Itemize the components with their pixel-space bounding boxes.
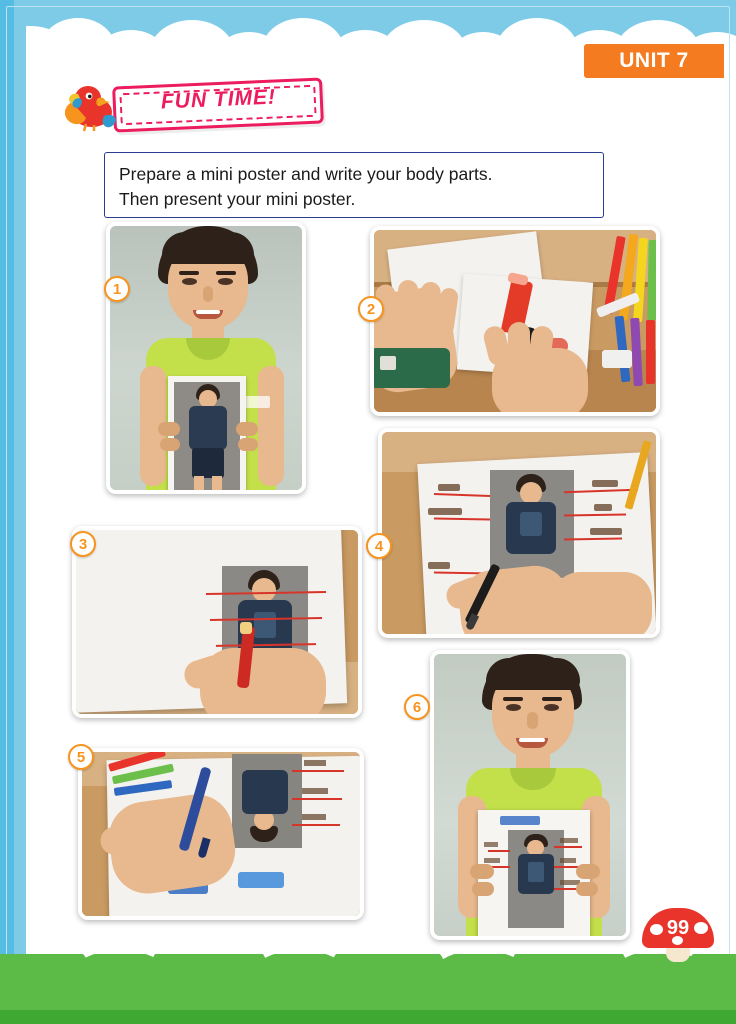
step-number-4-label: 4 (374, 537, 384, 555)
instruction-line-1: Prepare a mini poster and write your body parts. (119, 164, 493, 184)
step-number-1-label: 1 (112, 280, 122, 298)
left-decorative-strip (0, 0, 26, 1024)
unit-tab (584, 44, 724, 78)
step-photo-2 (370, 226, 660, 416)
step-number-6-label: 6 (412, 698, 422, 716)
step-number-3 (70, 531, 96, 557)
step-number-6 (404, 694, 430, 720)
step-photo-6 (430, 650, 630, 940)
fun-time-banner (58, 78, 328, 134)
fun-time-label: FUN TIME! (160, 85, 277, 114)
parrot-icon (58, 82, 128, 132)
grass-background (0, 954, 736, 1024)
page-number-badge (642, 908, 714, 966)
step-number-1 (104, 276, 130, 302)
step-number-2-label: 2 (366, 300, 376, 318)
step-number-5 (68, 744, 94, 770)
instruction-box (104, 152, 604, 218)
step-number-4 (366, 533, 392, 559)
step-number-3-label: 3 (78, 535, 88, 553)
step-number-5-label: 5 (76, 748, 86, 766)
step-photo-4 (378, 428, 660, 638)
step-photo-5 (78, 748, 364, 920)
step-number-2 (358, 296, 384, 322)
unit-tab-label: UNIT 7 (619, 49, 689, 72)
step-photo-3 (72, 526, 362, 718)
step-photo-1 (106, 222, 306, 494)
instruction-line-2: Then present your mini poster. (119, 189, 356, 209)
page-number-label: 99 (666, 917, 690, 939)
